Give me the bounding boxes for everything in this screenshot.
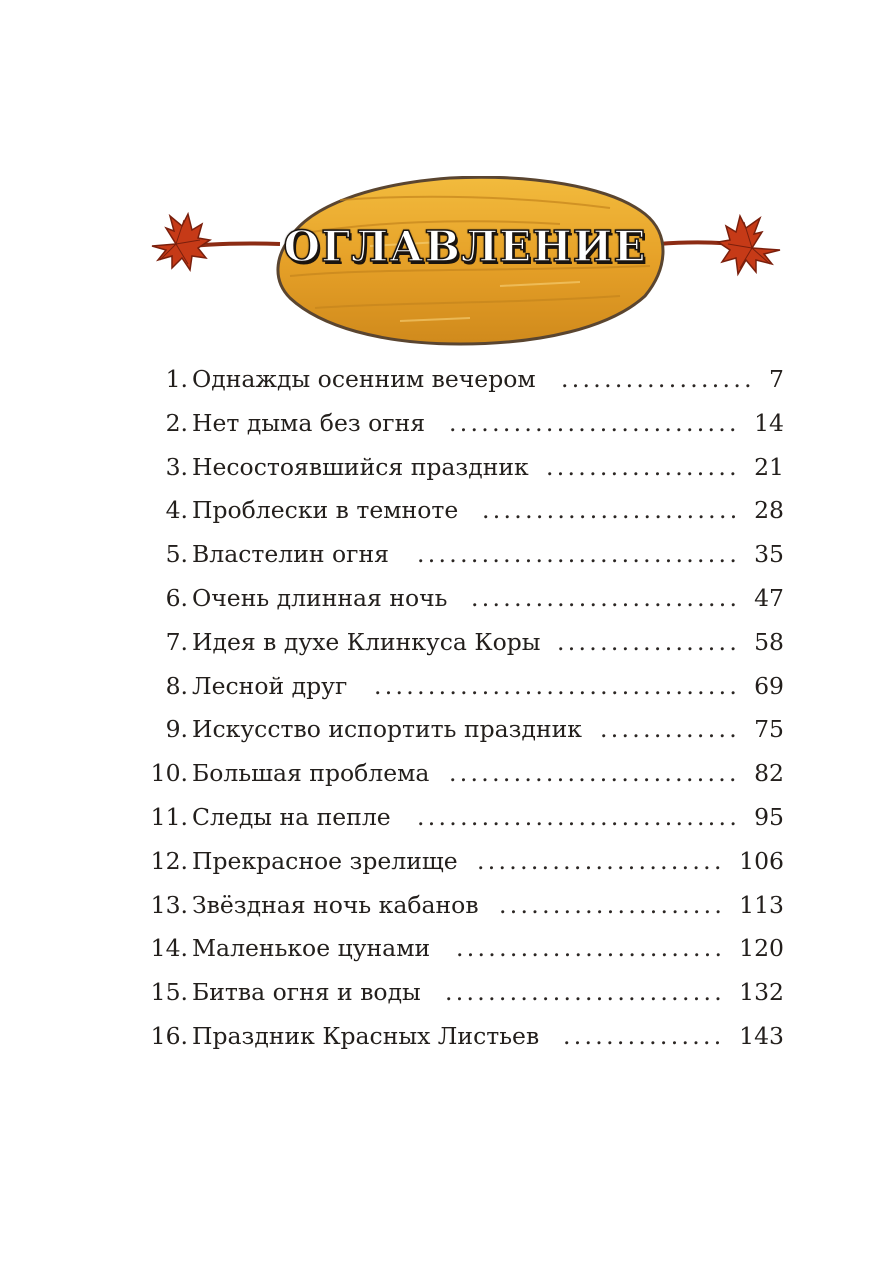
- toc-entry-leader-dots: ...............: [563, 1022, 725, 1050]
- toc-entry[interactable]: [0, 755, 886, 791]
- toc-entry[interactable]: [0, 361, 886, 397]
- toc-entry[interactable]: [0, 799, 886, 835]
- toc-entry-title: Однажды осенним вечером: [192, 365, 536, 393]
- toc-entry-title: Большая проблема: [192, 759, 430, 788]
- toc-entry-number: 5.: [165, 540, 188, 569]
- toc-entry-page-number: 7: [769, 365, 784, 393]
- toc-entry-number: 4.: [165, 496, 188, 525]
- toc-entry-title: Властелин огня: [192, 540, 389, 569]
- toc-entry[interactable]: [0, 974, 886, 1010]
- toc-entry-title: Проблески в темноте: [192, 496, 459, 525]
- toc-entry-number: 2.: [165, 408, 188, 437]
- toc-entry-page-number: 143: [739, 1022, 784, 1050]
- toc-entry-number: 8.: [165, 671, 188, 700]
- toc-entry-page-number: 95: [754, 803, 784, 831]
- toc-entry-page-number: 69: [754, 671, 784, 700]
- toc-entry[interactable]: [0, 1018, 886, 1054]
- toc-entry[interactable]: [0, 711, 886, 747]
- toc-entry-number: 1.: [165, 365, 188, 393]
- toc-entry-number: 7.: [165, 627, 188, 656]
- toc-entry-number: 6.: [165, 584, 188, 612]
- toc-entry-leader-dots: ..............................: [417, 540, 741, 569]
- toc-entry-number: 11.: [150, 803, 188, 831]
- toc-entry[interactable]: [0, 405, 886, 441]
- title-sign: [140, 176, 790, 356]
- toc-entry-leader-dots: .....................: [499, 890, 726, 919]
- toc-entry[interactable]: [0, 536, 886, 572]
- toc-entry[interactable]: [0, 580, 886, 616]
- toc-entry[interactable]: [0, 930, 886, 966]
- toc-entry-number: 12.: [150, 846, 188, 875]
- page-title: ОГЛАВЛЕНИЕ: [283, 222, 647, 271]
- toc-entry-leader-dots: ..................................: [374, 671, 741, 700]
- toc-entry-page-number: 113: [739, 890, 784, 919]
- toc-entry-page-number: 58: [754, 627, 784, 656]
- toc-entry-number: 14.: [150, 934, 188, 963]
- toc-entry[interactable]: [0, 668, 886, 704]
- toc-entry[interactable]: [0, 887, 886, 923]
- toc-entry-page-number: 82: [754, 759, 784, 788]
- toc-entry-leader-dots: .................: [557, 627, 741, 656]
- toc-entry[interactable]: [0, 624, 886, 660]
- toc-entry-page-number: 75: [754, 715, 784, 744]
- toc-entry[interactable]: [0, 843, 886, 879]
- toc-entry-leader-dots: .............: [600, 715, 741, 744]
- toc-entry-page-number: 106: [739, 846, 784, 875]
- toc-entry-title: Нет дыма без огня: [192, 408, 426, 437]
- toc-entry-page-number: 120: [739, 934, 784, 963]
- toc-entry-title: Праздник Красных Листьев: [192, 1022, 540, 1050]
- toc-entry-page-number: 28: [754, 496, 784, 525]
- toc-entry-title: Несостоявшийся праздник: [192, 452, 529, 481]
- toc-entry-title: Прекрасное зрелище: [192, 846, 458, 875]
- toc-entry-leader-dots: .........................: [456, 934, 726, 963]
- toc-entry-leader-dots: .......................: [477, 846, 725, 875]
- toc-entry-number: 16.: [150, 1022, 188, 1050]
- toc-entry-title: Лесной друг: [192, 671, 348, 700]
- toc-entry-leader-dots: ...........................: [449, 759, 740, 788]
- toc-entry-title: Очень длинная ночь: [192, 584, 448, 612]
- toc-entry-number: 10.: [150, 759, 188, 788]
- toc-entry-title: Маленькое цунами: [192, 934, 431, 963]
- toc-entry-title: Искусство испортить праздник: [192, 715, 582, 744]
- toc-entry-leader-dots: ..............................: [417, 803, 741, 831]
- toc-entry-page-number: 21: [754, 452, 784, 481]
- toc-entry-number: 13.: [150, 890, 188, 919]
- toc-entry-title: Битва огня и воды: [192, 978, 421, 1007]
- toc-entry[interactable]: [0, 449, 886, 485]
- toc-entry-leader-dots: ...........................: [449, 408, 740, 437]
- toc-entry-leader-dots: ........................: [482, 496, 741, 525]
- toc-entry-leader-dots: ..................: [561, 365, 755, 393]
- toc-entry-leader-dots: ..........................: [445, 978, 726, 1007]
- toc-entry-leader-dots: .........................: [471, 584, 741, 612]
- toc-entry-page-number: 35: [754, 540, 784, 569]
- toc-entry-number: 9.: [165, 715, 188, 744]
- toc-entry-page-number: 47: [754, 584, 784, 612]
- toc-entry-page-number: 132: [739, 978, 784, 1007]
- toc-entry-page-number: 14: [754, 408, 784, 437]
- toc-entry-leader-dots: ..................: [546, 452, 740, 481]
- toc-entry[interactable]: [0, 492, 886, 528]
- toc-entry-title: Идея в духе Клинкуса Коры: [192, 627, 541, 656]
- toc-entry-title: Следы на пепле: [192, 803, 391, 831]
- toc-entry-number: 15.: [150, 978, 188, 1007]
- toc-entry-title: Звёздная ночь кабанов: [192, 890, 479, 919]
- toc-entry-number: 3.: [165, 452, 188, 481]
